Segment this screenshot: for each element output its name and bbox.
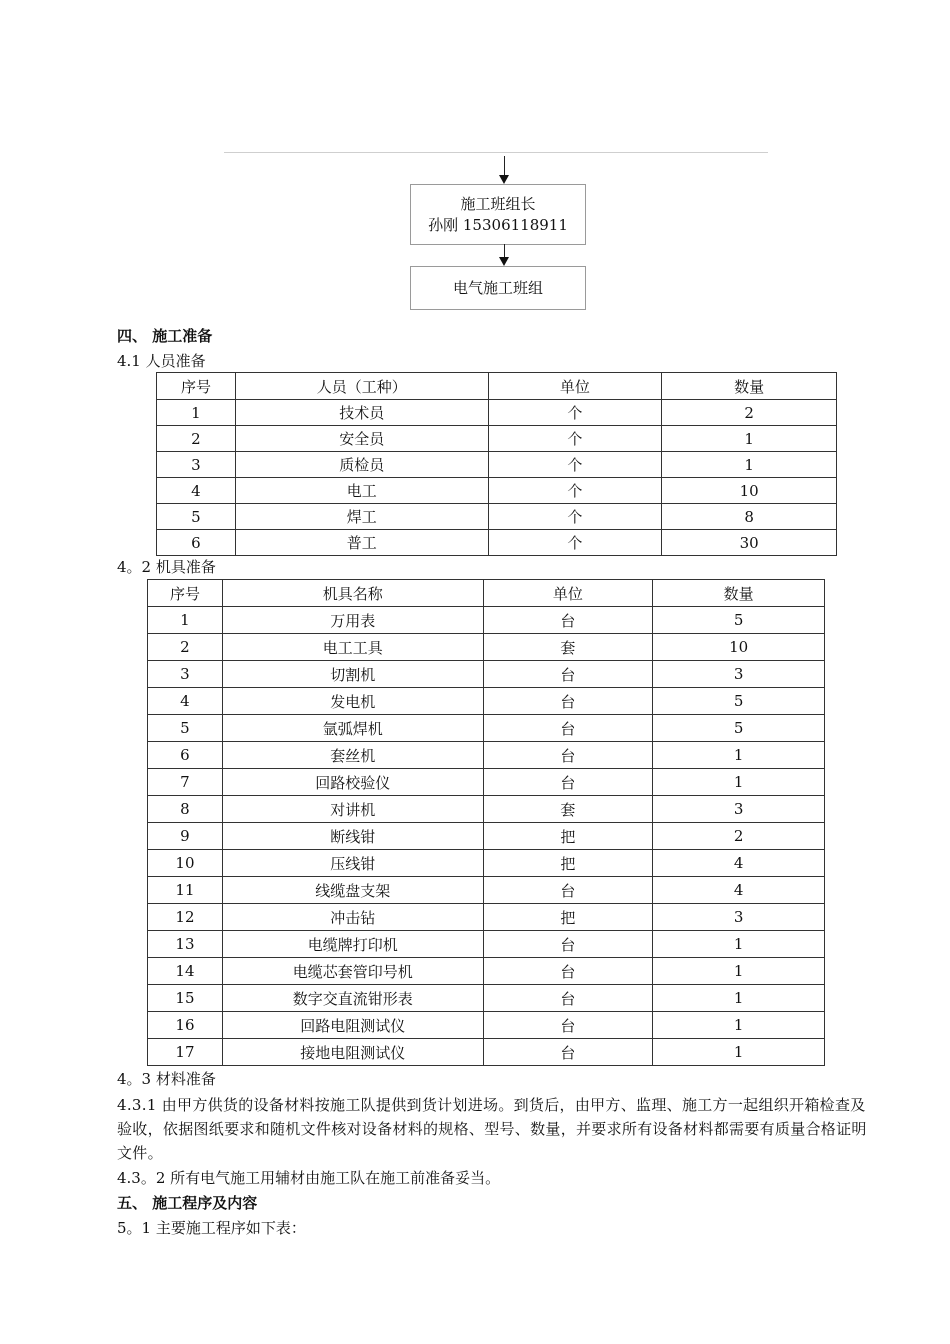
personnel-table — [156, 372, 837, 556]
row-unit-cell: 个 — [488, 400, 662, 426]
row-unit-cell: 个 — [488, 530, 662, 556]
row-index-cell: 10 — [148, 850, 223, 877]
row-index-cell: 6 — [157, 530, 236, 556]
row-index-cell: 2 — [148, 634, 223, 661]
table-row — [157, 400, 837, 426]
table-row — [148, 850, 825, 877]
row-index-cell: 3 — [157, 452, 236, 478]
org-arrow-down-icon — [499, 175, 509, 184]
row-quantity-cell: 1 — [653, 985, 825, 1012]
team-leader-title: 施工班组长 — [460, 194, 536, 213]
table-row — [148, 796, 825, 823]
row-name-cell: 套丝机 — [222, 742, 483, 769]
row-name-cell: 回路校验仪 — [222, 769, 483, 796]
row-index-cell: 4 — [148, 688, 223, 715]
row-index-cell: 1 — [148, 607, 223, 634]
row-quantity-cell: 5 — [653, 607, 825, 634]
row-name-cell: 质检员 — [235, 452, 488, 478]
electrical-team-label: 电气施工班组 — [452, 278, 543, 297]
row-name-cell: 普工 — [235, 530, 488, 556]
row-quantity-cell: 30 — [662, 530, 837, 556]
row-name-cell: 切割机 — [222, 661, 483, 688]
row-unit-cell: 把 — [483, 823, 653, 850]
section-5-heading: 五、 施工程序及内容 — [117, 1194, 258, 1212]
row-quantity-cell: 10 — [662, 478, 837, 504]
row-unit-cell: 台 — [483, 607, 653, 634]
row-unit-cell: 台 — [483, 1012, 653, 1039]
row-quantity-cell: 1 — [653, 769, 825, 796]
row-quantity-cell: 10 — [653, 634, 825, 661]
column-header: 数量 — [662, 373, 837, 400]
row-quantity-cell: 1 — [653, 742, 825, 769]
table-row — [157, 426, 837, 452]
row-index-cell: 17 — [148, 1039, 223, 1066]
table-row — [148, 607, 825, 634]
row-unit-cell: 台 — [483, 958, 653, 985]
row-quantity-cell: 2 — [653, 823, 825, 850]
row-quantity-cell: 1 — [653, 931, 825, 958]
row-name-cell: 接地电阻测试仪 — [222, 1039, 483, 1066]
row-name-cell: 回路电阻测试仪 — [222, 1012, 483, 1039]
org-connector-2 — [504, 244, 505, 258]
table-row — [148, 661, 825, 688]
row-index-cell: 8 — [148, 796, 223, 823]
column-header: 机具名称 — [222, 580, 483, 607]
row-name-cell: 万用表 — [222, 607, 483, 634]
row-quantity-cell: 2 — [662, 400, 837, 426]
section-4-2-heading: 4。2 机具准备 — [117, 558, 216, 576]
row-name-cell: 线缆盘支架 — [222, 877, 483, 904]
row-unit-cell: 台 — [483, 931, 653, 958]
table-row — [148, 931, 825, 958]
row-quantity-cell: 1 — [653, 958, 825, 985]
section-4-3-heading: 4。3 材料准备 — [117, 1070, 216, 1088]
row-unit-cell: 个 — [488, 426, 662, 452]
row-unit-cell: 把 — [483, 904, 653, 931]
row-name-cell: 氩弧焊机 — [222, 715, 483, 742]
row-name-cell: 安全员 — [235, 426, 488, 452]
row-index-cell: 5 — [157, 504, 236, 530]
row-unit-cell: 个 — [488, 504, 662, 530]
row-index-cell: 1 — [157, 400, 236, 426]
row-quantity-cell: 3 — [653, 661, 825, 688]
column-header: 单位 — [488, 373, 662, 400]
materials-paragraph-2: 4.3。2 所有电气施工用辅材由施工队在施工前准备妥当。 — [117, 1169, 501, 1187]
row-unit-cell: 台 — [483, 769, 653, 796]
row-quantity-cell: 4 — [653, 850, 825, 877]
row-index-cell: 7 — [148, 769, 223, 796]
materials-paragraph-1: 4.3.1 由甲方供货的设备材料按施工队提供到货计划进场。到货后，由甲方、监理、施工方一起组织开箱检查及验收，依据图纸要求和随机文件核对设备材料的规格、型号、数量，并要求所有设备材料都需要有质量合格证明文件。 — [117, 1096, 867, 1162]
table-row — [148, 823, 825, 850]
table-row — [148, 904, 825, 931]
table-row — [148, 985, 825, 1012]
table-row — [148, 1039, 825, 1066]
org-chart-top-divider — [224, 152, 768, 153]
row-quantity-cell: 1 — [662, 452, 837, 478]
column-header: 序号 — [148, 580, 223, 607]
row-name-cell: 冲击钻 — [222, 904, 483, 931]
row-index-cell: 5 — [148, 715, 223, 742]
table-row — [148, 958, 825, 985]
row-unit-cell: 把 — [483, 850, 653, 877]
row-index-cell: 3 — [148, 661, 223, 688]
row-unit-cell: 台 — [483, 877, 653, 904]
table-row — [157, 452, 837, 478]
row-index-cell: 14 — [148, 958, 223, 985]
row-quantity-cell: 8 — [662, 504, 837, 530]
section-4-heading: 四、 施工准备 — [117, 327, 213, 345]
org-box-team-leader — [410, 184, 586, 245]
table-row — [148, 769, 825, 796]
row-index-cell: 11 — [148, 877, 223, 904]
row-name-cell: 对讲机 — [222, 796, 483, 823]
row-name-cell: 发电机 — [222, 688, 483, 715]
team-leader-name-phone: 孙刚 15306118911 — [428, 215, 568, 234]
row-quantity-cell: 1 — [653, 1039, 825, 1066]
table-row — [157, 478, 837, 504]
table-row — [157, 530, 837, 556]
table-row — [148, 715, 825, 742]
column-header: 单位 — [483, 580, 653, 607]
row-unit-cell: 个 — [488, 478, 662, 504]
row-unit-cell: 台 — [483, 715, 653, 742]
row-quantity-cell: 1 — [653, 1012, 825, 1039]
row-quantity-cell: 4 — [653, 877, 825, 904]
row-name-cell: 电缆牌打印机 — [222, 931, 483, 958]
row-index-cell: 2 — [157, 426, 236, 452]
table-row — [148, 634, 825, 661]
table-row — [148, 1012, 825, 1039]
row-quantity-cell: 3 — [653, 796, 825, 823]
row-unit-cell: 台 — [483, 1039, 653, 1066]
row-quantity-cell: 5 — [653, 715, 825, 742]
row-index-cell: 16 — [148, 1012, 223, 1039]
section-5-1-heading: 5。1 主要施工程序如下表： — [117, 1219, 306, 1237]
row-unit-cell: 台 — [483, 688, 653, 715]
row-name-cell: 压线钳 — [222, 850, 483, 877]
row-name-cell: 电缆芯套管印号机 — [222, 958, 483, 985]
equipment-table — [147, 579, 825, 1066]
table-row — [148, 688, 825, 715]
table-header-row — [157, 373, 837, 400]
row-name-cell: 电工工具 — [222, 634, 483, 661]
row-index-cell: 4 — [157, 478, 236, 504]
column-header: 数量 — [653, 580, 825, 607]
row-index-cell: 13 — [148, 931, 223, 958]
column-header: 人员（工种） — [235, 373, 488, 400]
row-unit-cell: 套 — [483, 796, 653, 823]
column-header: 序号 — [157, 373, 236, 400]
org-arrow-down-icon — [499, 257, 509, 266]
row-unit-cell: 台 — [483, 742, 653, 769]
row-name-cell: 数字交直流钳形表 — [222, 985, 483, 1012]
row-unit-cell: 台 — [483, 661, 653, 688]
org-box-electrical-team — [410, 266, 586, 310]
row-quantity-cell: 5 — [653, 688, 825, 715]
table-row — [157, 504, 837, 530]
section-4-1-heading: 4.1 人员准备 — [117, 352, 206, 370]
row-quantity-cell: 3 — [653, 904, 825, 931]
org-connector-1 — [504, 156, 505, 176]
row-index-cell: 9 — [148, 823, 223, 850]
row-index-cell: 6 — [148, 742, 223, 769]
table-header-row — [148, 580, 825, 607]
table-row — [148, 742, 825, 769]
row-name-cell: 电工 — [235, 478, 488, 504]
row-unit-cell: 套 — [483, 634, 653, 661]
row-unit-cell: 台 — [483, 985, 653, 1012]
row-index-cell: 15 — [148, 985, 223, 1012]
row-name-cell: 焊工 — [235, 504, 488, 530]
table-row — [148, 877, 825, 904]
row-name-cell: 技术员 — [235, 400, 488, 426]
row-quantity-cell: 1 — [662, 426, 837, 452]
row-name-cell: 断线钳 — [222, 823, 483, 850]
row-unit-cell: 个 — [488, 452, 662, 478]
row-index-cell: 12 — [148, 904, 223, 931]
